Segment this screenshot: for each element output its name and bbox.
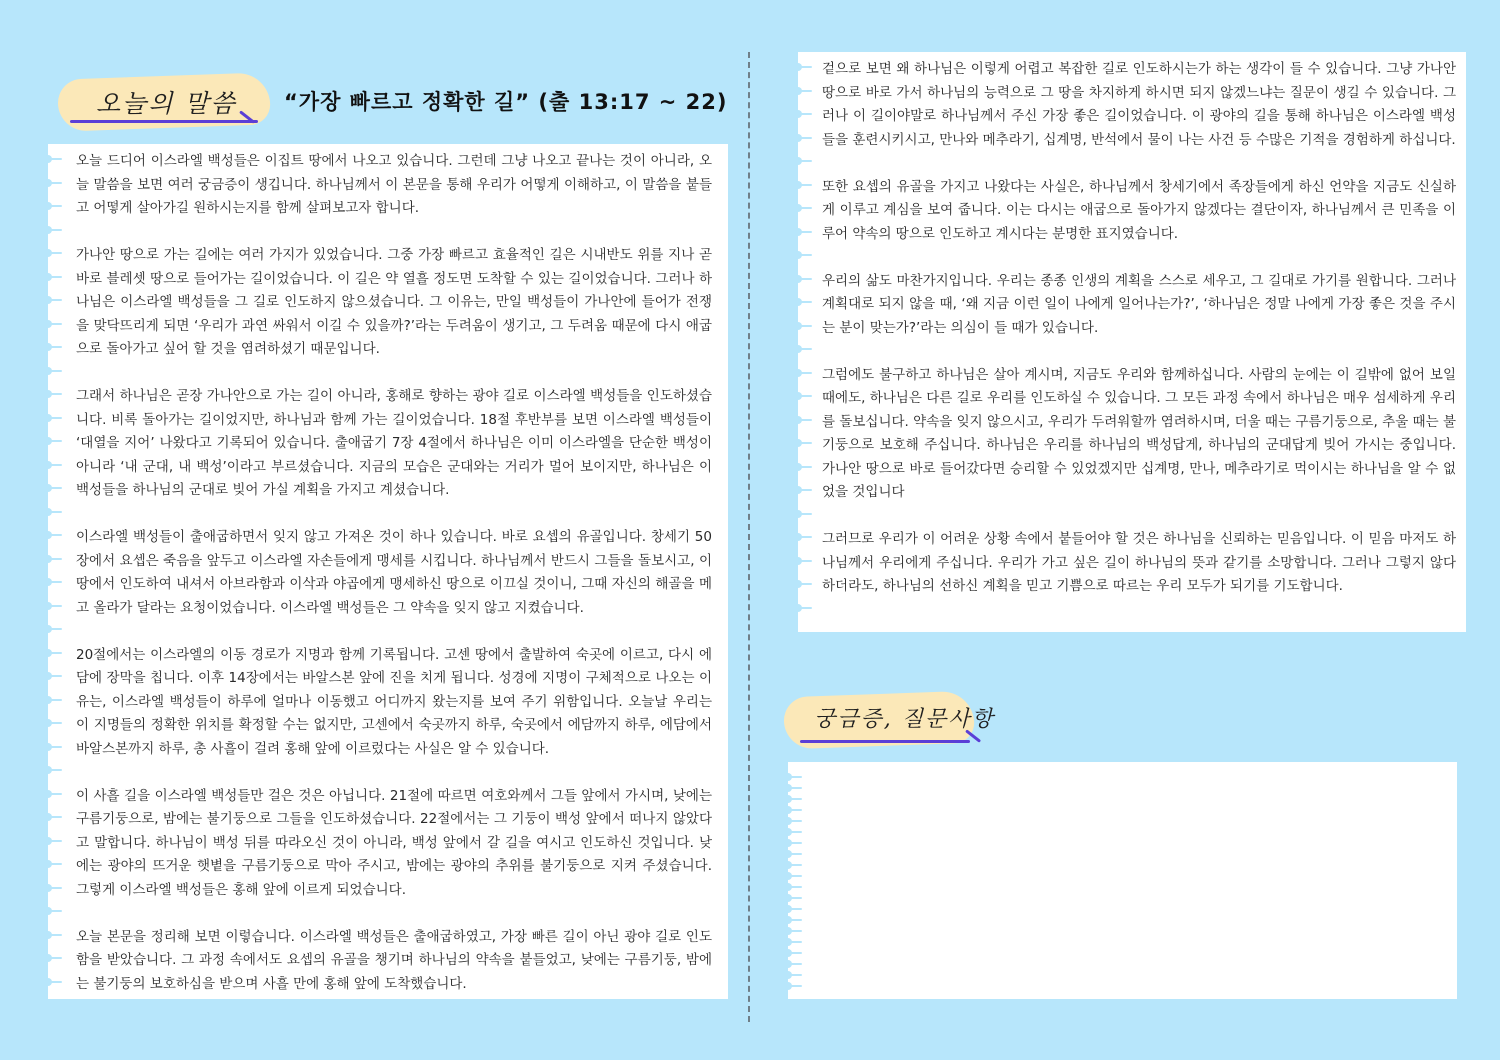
paragraph: 이 사흘 길을 이스라엘 백성들만 걸은 것은 아닙니다. 21절에 따르면 여호와께서 그들 앞에서 가시며, 낮에는 구름기둥으로, 밤에는 불기둥으로 그들을 인도하셨습니다. 22절에서는 그 기둥이 백성 앞에서 떠나지 않았다고 말합니다. 하나님이 백성 뒤를 따라오신 것이 아니라, 백성 앞에서 갈 길을 여시고 인도하신 것입니다. 낮에는 광야의 뜨거운 햇볕을 구름기둥으로 막아 주시고, 밤에는 광야의 추위를 불기둥으로 지켜 주셨습니다. 그렇게 이스라엘 백성들은 홍해 앞에 이르게 되었습니다. — [76, 787, 712, 898]
spiral-ring — [788, 897, 802, 899]
paragraph: 오늘 본문을 정리해 보면 이렇습니다. 이스라엘 백성들은 출애굽하였고, 가장 빠른 길이 아닌 광야 길로 인도함을 받았습니다. 그 과정 속에서도 요셉의 유골을 챙기며 하나님의 약속을 붙들었고, 낮에는 구름기둥, 밤에는 불기둥의 보호하심을 받으며 사흘 만에 홍해 앞에 도착했습니다. — [76, 928, 712, 992]
spiral-ring — [788, 820, 802, 822]
section-label: 오늘의 말씀 — [96, 89, 237, 118]
spiral-ring — [788, 787, 802, 789]
spiral-ring — [788, 930, 802, 932]
paragraph: 오늘 드디어 이스라엘 백성들은 이집트 땅에서 나오고 있습니다. 그런데 그냥 나오고 끝나는 것이 아니라, 오늘 말씀을 보면 여러 궁금증이 생깁니다. 하나님께서 이 본문을 통해 우리가 어떻게 이해하고, 이 말씀을 붙들고 어떻게 살아가길 원하시는지를 함께 살펴보고자 합니다. — [76, 153, 712, 216]
spiral-ring — [788, 908, 802, 910]
paragraph: 20절에서는 이스라엘의 이동 경로가 지명과 함께 기록됩니다. 고센 땅에서 출발하여 숙곳에 이르고, 다시 에담에 장막을 칩니다. 이후 14장에서는 바알스본 앞에 진을 치게 됩니다. 성경에 지명이 구체적으로 나오는 이유는, 이스라엘 백성들이 하루에 얼마나 이동했고 어디까지 왔는지를 보여 주기 위함입니다. 오늘날 우리는 이 지명들의 정확한 위치를 확정할 수는 없지만, 고센에서 숙곳까지 하루, 숙곳에서 에담까지 하루, 에담에서 바알스본까지 하루, 총 사흘이 걸려 홍해 앞에 이르렀다는 사실은 알 수 있습니다. — [76, 646, 712, 757]
spiral-ring — [788, 842, 802, 844]
sermon-title: “가장 빠르고 정확한 길” (출 13:17 ~ 22) — [284, 90, 728, 114]
spiral-ring — [788, 963, 802, 965]
spiral-ring — [788, 985, 802, 987]
spiral-ring — [788, 886, 802, 888]
sermon-card-right — [798, 52, 1466, 632]
section-underline — [70, 120, 258, 123]
spiral-ring — [788, 941, 802, 943]
spiral-ring — [788, 974, 802, 976]
paragraph: 우리의 삶도 마찬가지입니다. 우리는 종종 인생의 계획을 스스로 세우고, 그 길대로 가기를 원합니다. 그러나 계획대로 되지 않을 때, ‘왜 지금 이런 일이 나에게 일어나는가?’, ‘하나님은 정말 나에게 가장 좋은 것을 주시는 분이 맞는가?’라는 의심이 들 때가 있습니다. — [822, 272, 1456, 336]
questions-notes-card[interactable] — [788, 762, 1457, 999]
paragraph: 또한 요셉의 유골을 가지고 나왔다는 사실은, 하나님께서 창세기에서 족장들에게 하신 언약을 지금도 신실하게 이루고 계심을 보여 줍니다. 이는 다시는 애굽으로 돌아가지 않겠다는 결단이자, 하나님께서 큰 민족을 이루어 약속의 땅으로 인도하고 계시다는 분명한 표지였습니다. — [822, 178, 1456, 242]
paragraph: 겉으로 보면 왜 하나님은 이렇게 어렵고 복잡한 길로 인도하시는가 하는 생각이 들 수 있습니다. 그냥 가나안 땅으로 바로 가서 하나님의 능력으로 그 땅을 차지하게 하시면 되지 않겠느냐는 질문이 생길 수 있습니다. 그러나 이 길이야말로 하나님께서 주신 가장 좋은 길이었습니다. 이 광야의 길을 통해 하나님은 이스라엘 백성들을 훈련시키시고, 만나와 메추라기, 십계명, 반석에서 물이 나는 사건 등 수많은 기적을 경험하게 하십니다. — [822, 61, 1456, 148]
sermon-text-left — [48, 144, 728, 996]
paragraph: 이스라엘 백성들이 출애굽하면서 잊지 않고 가져온 것이 하나 있습니다. 바로 요셉의 유골입니다. 창세기 50장에서 요셉은 죽음을 앞두고 이스라엘 자손들에게 맹세를 시킵니다. 하나님께서 반드시 그들을 돌보시고, 이 땅에서 인도하여 내셔서 아브라함과 이삭과 야곱에게 맹세하신 땅으로 이끄실 것이니, 그때 자신의 해골을 메고 올라가 달라는 요청이었습니다. 이스라엘 백성들은 그 약속을 잊지 않고 지켰습니다. — [76, 529, 712, 616]
spiral-ring — [788, 919, 802, 921]
spiral-ring — [788, 853, 802, 855]
spiral-ring — [788, 864, 802, 866]
paragraph: 가나안 땅으로 가는 길에는 여러 가지가 있었습니다. 그중 가장 빠르고 효율적인 길은 시내반도 위를 지나 곧바로 블레셋 땅으로 들어가는 길이었습니다. 이 길은 약 열흘 정도면 도착할 수 있는 길이었습니다. 그러나 하나님은 이스라엘 백성들을 그 길로 인도하지 않으셨습니다. 그 이유는, 만일 백성들이 가나안에 들어가 전쟁을 맞닥뜨리게 되면 ‘우리가 과연 싸워서 이길 수 있을까?’라는 두려움이 생기고, 그 두려움 때문에 다시 애굽으로 돌아가고 싶어 할 것을 염려하셨기 때문입니다. — [76, 247, 713, 357]
spiral-ring — [788, 875, 802, 877]
page-divider — [748, 52, 750, 1022]
paragraph: 그러므로 우리가 이 어려운 상황 속에서 붙들어야 할 것은 하나님을 신뢰하는 믿음입니다. 이 믿음 마저도 하나님께서 우리에게 주십니다. 우리가 가고 싶은 길이 하나님의 뜻과 같기를 소망합니다. 그러나 그렇지 않다 하더라도, 하나님의 선하신 계획을 믿고 기쁨으로 따르는 우리 모두가 되기를 기도합니다. — [822, 531, 1456, 594]
paragraph: 그래서 하나님은 곧장 가나안으로 가는 길이 아니라, 홍해로 향하는 광야 길로 이스라엘 백성들을 인도하셨습니다. 비록 돌아가는 길이었지만, 하나님과 함께 가는 길이었습니다. 18절 후반부를 보면 이스라엘 백성들이 ‘대열을 지어’ 나왔다고 기록되어 있습니다. 출애굽기 7장 4절에서 하나님은 이미 이스라엘을 단순한 백성이 아니라 ‘내 군대, 내 백성’이라고 부르셨습니다. 지금의 모습은 군대와는 거리가 멀어 보이지만, 하나님은 이 백성들을 하나님의 군대로 빚어 가실 계획을 가지고 계셨습니다. — [76, 388, 712, 498]
sermon-card-left — [48, 144, 728, 999]
spiral-ring — [788, 776, 802, 778]
spiral-ring — [788, 952, 802, 954]
spiral-ring — [798, 607, 812, 609]
sermon-text-right — [798, 52, 1466, 599]
spiral-ring — [788, 831, 802, 833]
spiral-ring — [788, 809, 802, 811]
questions-underline — [800, 740, 970, 743]
paragraph: 그럼에도 불구하고 하나님은 살아 계시며, 지금도 우리와 함께하십니다. 사람의 눈에는 이 길밖에 없어 보일 때에도, 하나님은 다른 길로 우리를 인도하실 수 있습니다. 그 모든 과정 속에서 하나님은 매우 섬세하게 우리를 돌보십니다. 약속을 잊지 않으시고, 우리가 두려워할까 염려하시며, 더울 때는 구름기둥으로, 추울 때는 불기둥으로 보호해 주십니다. 하나님은 우리를 하나님의 백성답게, 하나님의 군대답게 빚어 가시는 중입니다. 가나안 땅으로 바로 들어갔다면 승리할 수 있었겠지만 십계명, 만나, 메추라기로 먹이시는 하나님을 알 수 없었을 것입니다 — [822, 366, 1456, 500]
questions-label: 궁금증, 질문사항 — [814, 707, 995, 732]
spiral-ring — [788, 798, 802, 800]
spiral-binding-notes — [788, 762, 808, 999]
